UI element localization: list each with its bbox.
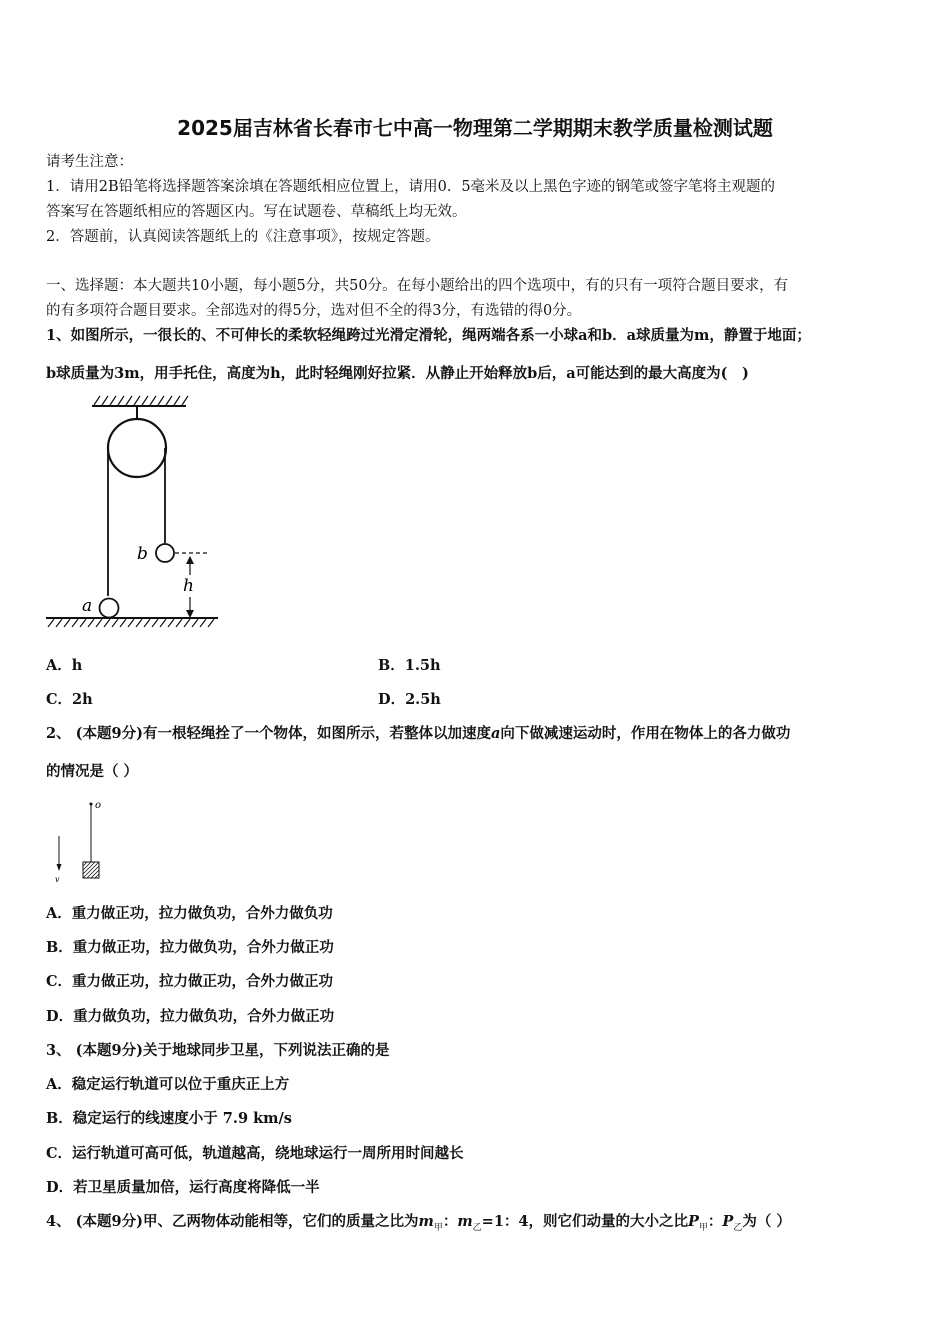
notice-item-1b: 答案写在答题纸相应的答题区内。写在试题卷、草稿纸上均无效。 bbox=[46, 204, 467, 220]
question-1-line-1: 1、如图所示，一很长的、不可伸长的柔软轻绳跨过光滑定滑轮，绳两端各系一小球a和b．a球质量为m，静置于地面； bbox=[46, 327, 811, 344]
q4-sub-jia: 甲 bbox=[433, 1222, 443, 1233]
q2-option-b[interactable]: B．重力做正功，拉力做负功，合外力做正功 bbox=[46, 939, 334, 956]
ground-hatch bbox=[46, 618, 218, 627]
notice-item-1a: 1．请用2B铅笔将选择题答案涂填在答题纸相应位置上，请用0．5毫米及以上黑色字迹的钢笔或签字笔将主观题的 bbox=[46, 179, 776, 195]
hanging-block-diagram bbox=[46, 796, 116, 886]
q2-text-part-2: 向下做减速运动时，作用在物体上的各力做功 bbox=[500, 725, 791, 742]
question-3-line-1: 3、 (本题9分)关于地球同步卫星，下列说法正确的是 bbox=[46, 1042, 390, 1059]
q4-var-m-jia: m bbox=[418, 1213, 434, 1230]
question-4-line-1 bbox=[46, 1212, 791, 1238]
q4-var-p-yi: P bbox=[722, 1213, 734, 1230]
q4-colon-1: ： bbox=[442, 1213, 458, 1230]
q3-option-c[interactable]: C．运行轨道可高可低，轨道越高，绕地球运行一周所用时间越长 bbox=[46, 1145, 464, 1162]
q2-var-a: a bbox=[490, 725, 501, 742]
q3-option-b[interactable]: B．稳定运行的线速度小于 7.9 km/s bbox=[46, 1110, 292, 1127]
height-arrow-top bbox=[186, 556, 194, 564]
q4-text-end: 为（ ） bbox=[742, 1213, 791, 1230]
q1-option-d[interactable]: D．2.5h bbox=[378, 691, 441, 708]
question-2-line-2: 的情况是（ ） bbox=[46, 763, 139, 780]
section-intro-2: 的有多项符合题目要求。全部选对的得5分，选对但不全的得3分，有选错的得0分。 bbox=[46, 303, 582, 319]
pulley-wheel bbox=[108, 419, 166, 477]
block bbox=[83, 862, 99, 878]
question-2-line-1 bbox=[46, 724, 790, 744]
pulley-diagram bbox=[40, 390, 225, 630]
q4-var-p-jia: P bbox=[688, 1213, 699, 1230]
q2-option-d[interactable]: D．重力做负功，拉力做负功，合外力做正功 bbox=[46, 1008, 335, 1025]
ball-a bbox=[100, 599, 119, 618]
q1-option-c[interactable]: C．2h bbox=[46, 691, 93, 708]
q4-sub-p-yi: 乙 bbox=[733, 1222, 743, 1233]
question-1-line-2: b球质量为3m，用手托住，高度为h，此时轻绳刚好拉紧．从静止开始释放b后，a可能达到的最大高度为( ) bbox=[46, 365, 749, 382]
label-v: v bbox=[55, 875, 60, 884]
q4-text-part-1: 4、 (本题9分)甲、乙两物体动能相等，它们的质量之比为 bbox=[46, 1213, 419, 1230]
q2-option-c[interactable]: C．重力做正功，拉力做正功，合外力做正功 bbox=[46, 973, 334, 990]
ceiling-hatch bbox=[92, 396, 188, 406]
label-h: h bbox=[183, 576, 194, 596]
page-title: 2025届吉林省长春市七中高一物理第二学期期末教学质量检测试题 bbox=[177, 116, 773, 140]
velocity-arrow-head bbox=[57, 864, 62, 871]
label-a: a bbox=[82, 596, 93, 616]
q4-ratio-text: =1：4，则它们动量的大小之比 bbox=[481, 1213, 688, 1230]
q1-option-a[interactable]: A．h bbox=[46, 657, 83, 674]
section-intro-1: 一、选择题：本大题共10小题，每小题5分，共50分。在每小题给出的四个选项中，有的只有一项符合题目要求，有 bbox=[46, 278, 789, 294]
notice-item-2: 2．答题前，认真阅读答题纸上的《注意事项》，按规定答题。 bbox=[46, 229, 440, 245]
q4-var-m-yi: m bbox=[457, 1213, 473, 1230]
q2-option-a[interactable]: A．重力做正功，拉力做负功，合外力做负功 bbox=[46, 905, 333, 922]
q4-sub-yi: 乙 bbox=[472, 1222, 482, 1233]
q2-text-part-1: 2、 (本题9分)有一根轻绳拴了一个物体，如图所示，若整体以加速度 bbox=[46, 725, 491, 742]
height-arrow-bottom bbox=[186, 610, 194, 618]
q3-option-a[interactable]: A．稳定运行轨道可以位于重庆正上方 bbox=[46, 1076, 290, 1093]
q4-colon-2: ： bbox=[707, 1213, 723, 1230]
ball-b bbox=[156, 544, 174, 562]
q4-sub-p-jia: 甲 bbox=[698, 1222, 708, 1233]
label-o: o bbox=[95, 800, 102, 811]
notice-heading: 请考生注意： bbox=[46, 154, 133, 170]
q3-option-d[interactable]: D．若卫星质量加倍，运行高度将降低一半 bbox=[46, 1179, 320, 1196]
q1-option-b[interactable]: B．1.5h bbox=[378, 657, 441, 674]
label-b: b bbox=[137, 544, 148, 564]
